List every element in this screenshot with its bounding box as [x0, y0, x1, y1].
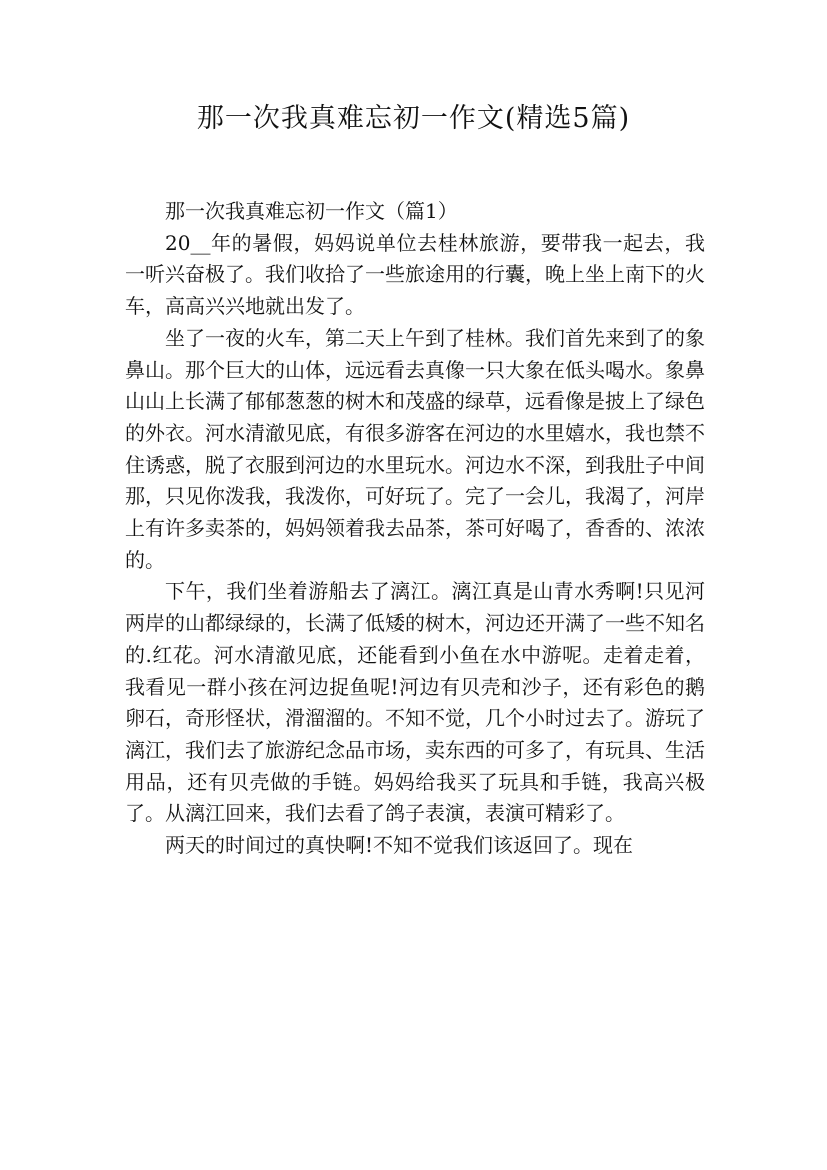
document-body	[125, 196, 705, 862]
paragraph: 20__年的暑假，妈妈说单位去桂林旅游，要带我一起去，我一听兴奋极了。我们收拾了一些旅途用的行囊，晚上坐上南下的火车，高高兴兴地就出发了。	[125, 230, 705, 319]
section-heading: 那一次我真难忘初一作文（篇1）	[165, 199, 458, 223]
paragraph: 坐了一夜的火车，第二天上午到了桂林。我们首先来到了的象鼻山。那个巨大的山体，远远看去真像一只大象在低头喝水。象鼻山山上长满了郁郁葱葱的树木和茂盛的绿草，远看像是披上了绿色的外衣。河水清澈见底，有很多游客在河边的水里嬉水，我也禁不住诱惑，脱了衣服到河边的水里玩水。河边水不深，到我肚子中间那，只见你泼我，我泼你，可好玩了。完了一会儿，我渴了，河岸上有许多卖茶的，妈妈领着我去品茶，茶可好喝了，香香的、浓浓的。	[125, 325, 705, 572]
document-title: 那一次我真难忘初一作文(精选5篇)	[196, 103, 631, 134]
paragraph: 两天的时间过的真快啊!不知不觉我们该返回了。现在	[165, 833, 634, 858]
paragraph: 下午，我们坐着游船去了漓江。漓江真是山青水秀啊!只见河两岸的山都绿绿的，长满了低矮的树木，河边还开满了一些不知名的.红花。河水清澈见底，还能看到小鱼在水中游呢。走着走着，我看见一群小孩在河边捉鱼呢!河边有贝壳和沙子，还有彩色的鹅卵石，奇形怪状，滑溜溜的。不知不觉，几个小时过去了。游玩了漓江，我们去了旅游纪念品市场，卖东西的可多了，有玩具、生活用品，还有贝壳做的手链。妈妈给我买了玩具和手链，我高兴极了。从漓江回来，我们去看了鸽子表演，表演可精彩了。	[125, 579, 705, 826]
